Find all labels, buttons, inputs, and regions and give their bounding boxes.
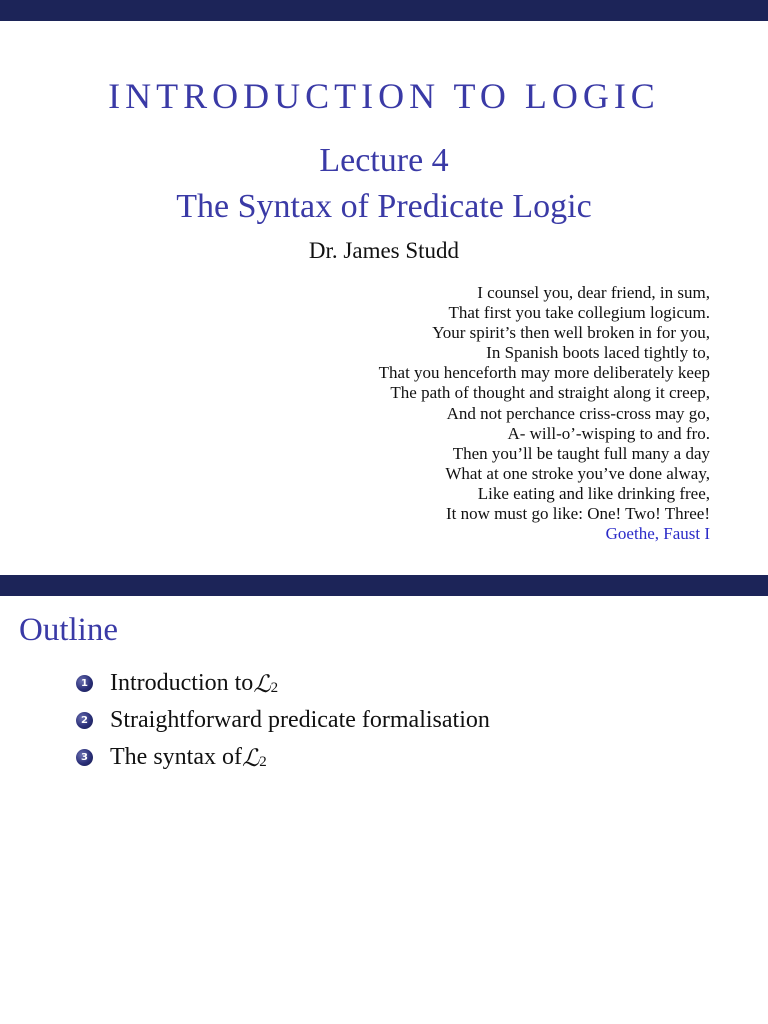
epigraph-line: The path of thought and straight along it creep, (390, 383, 710, 403)
epigraph-line: I counsel you, dear friend, in sum, (477, 283, 710, 302)
numbered-ball-icon: 1 (76, 675, 93, 692)
numbered-ball-icon: 3 (76, 749, 93, 766)
outline-item (76, 665, 736, 702)
course-title: INTRODUCTION TO LOGIC (108, 76, 660, 116)
epigraph-line: Like eating and like drinking free, (477, 483, 710, 503)
epigraph-line: In Spanish boots laced tightly to, (486, 343, 710, 363)
language-symbol: ℒ (253, 669, 271, 698)
epigraph-line: A- will-o’-wisping to and fro. (507, 423, 710, 443)
top-header-bar (0, 0, 768, 21)
lecture-title: The Syntax of Predicate Logic (176, 188, 592, 225)
epigraph (270, 283, 710, 544)
outline-item-text: Straightforward predicate formalisation (110, 707, 490, 733)
outline-item (76, 739, 736, 776)
outline-list (76, 665, 736, 776)
lecture-number: Lecture 4 (319, 142, 449, 179)
outline-item-text: Introduction to (110, 670, 254, 696)
epigraph-attribution: Goethe, Faust I (605, 524, 710, 544)
epigraph-line: Your spirit’s then well broken in for you, (432, 323, 710, 343)
language-symbol: ℒ (241, 743, 260, 772)
epigraph-line: That first you take collegium logicum. (448, 303, 710, 323)
outline-heading: Outline (19, 612, 118, 648)
epigraph-line: And not perchance criss-cross may go, (446, 403, 710, 423)
outline-item (76, 702, 736, 739)
epigraph-line: It now must go like: One! Two! Three! (446, 504, 710, 524)
author-name: Dr. James Studd (308, 238, 460, 263)
outline-item-text: The syntax of (110, 744, 242, 770)
language-subscript: 2 (259, 754, 267, 770)
outline-header-bar (0, 575, 768, 596)
epigraph-line: That you henceforth may more deliberately keep (378, 363, 710, 383)
epigraph-line: What at one stroke you’ve done alway, (445, 463, 710, 483)
language-subscript: 2 (270, 680, 279, 696)
epigraph-line: Then you’ll be taught full many a day (452, 443, 710, 463)
numbered-ball-icon: 2 (76, 712, 93, 729)
